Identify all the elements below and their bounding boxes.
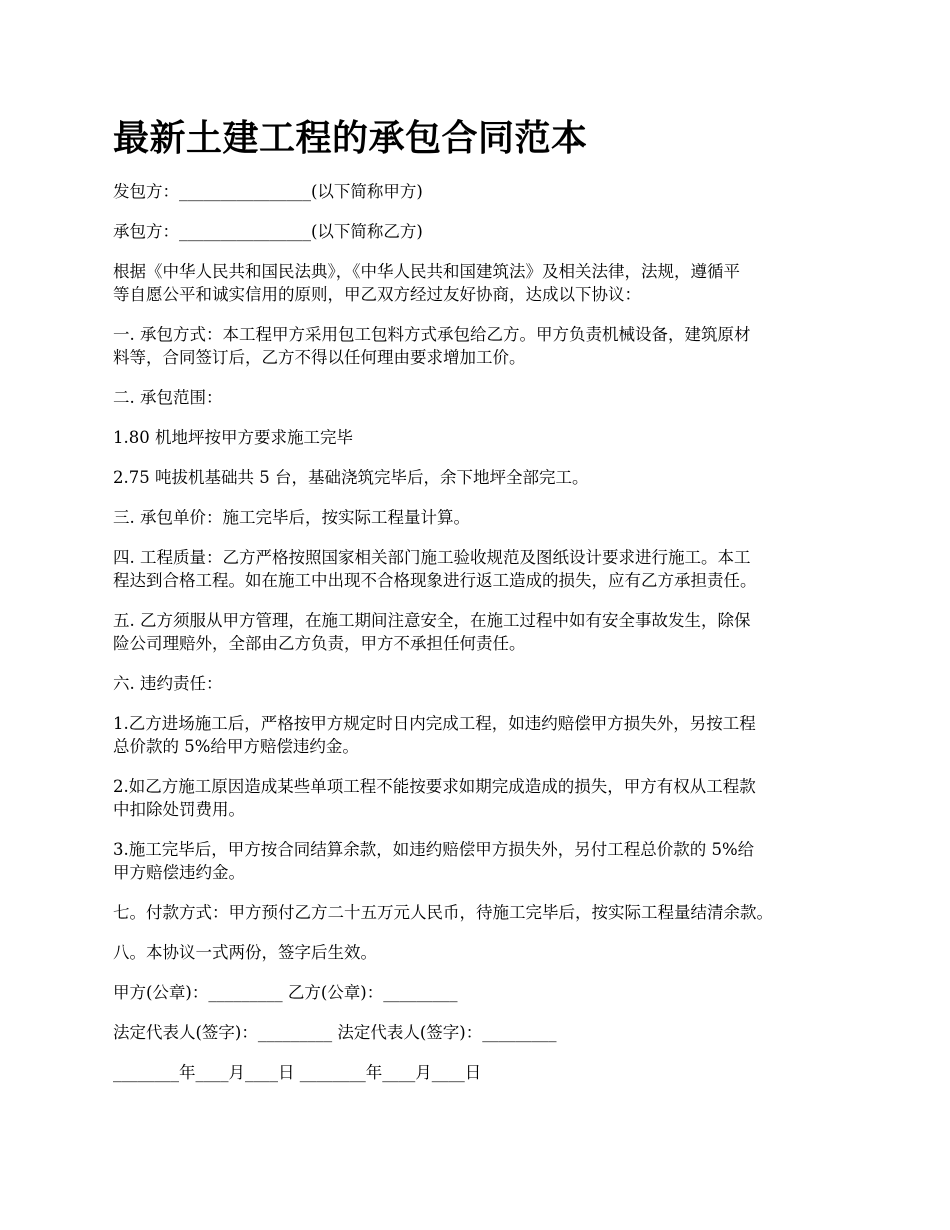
seal-line: [113, 981, 858, 1004]
party-a-line: [113, 180, 858, 203]
text-line: 五. 乙方须服从甲方管理，在施工期间注意安全，在施工过程中如有安全事故发生，除保: [113, 611, 751, 630]
text-line: 发包方：________________(以下简称甲方): [113, 182, 423, 201]
party-b-line: [113, 220, 858, 243]
liability-item-1: [113, 712, 858, 758]
text-line: 3.施工完毕后，甲方按合同结算余款，如违约赔偿甲方损失外，另付工程总价款的 5%给: [113, 840, 755, 859]
text-line: 料等，合同签订后，乙方不得以任何理由要求增加工价。: [113, 348, 526, 367]
text-line: 1.乙方进场施工后，严格按甲方规定时日内完成工程，如违约赔偿甲方损失外，另按工程: [113, 714, 756, 733]
scope-item-2: [113, 466, 858, 489]
text-line: 根据《中华人民共和国民法典》，《中华人民共和国建筑法》及相关法律，法规，遵循平: [113, 262, 740, 281]
text-line: 2.75 吨拔机基础共 5 台，基础浇筑完毕后，余下地坪全部完工。: [113, 468, 589, 487]
clause-4-quality: [113, 546, 858, 592]
text-line: 甲方赔偿违约金。: [113, 863, 245, 882]
clause-5-safety: [113, 609, 858, 655]
clause-7-payment: [113, 901, 858, 924]
text-line: 三. 承包单价：施工完毕后，按实际工程量计算。: [113, 508, 470, 527]
clause-1-contract-method: [113, 323, 858, 369]
clause-6-heading: [113, 672, 858, 695]
date-line: [113, 1061, 858, 1084]
text-line: ________年____月____日 ________年____月____日: [113, 1063, 482, 1082]
scope-item-1: [113, 426, 858, 449]
text-line: 承包方：________________(以下简称乙方): [113, 222, 423, 241]
clause-3-unit-price: [113, 506, 858, 529]
clause-8-effect: [113, 941, 858, 964]
text-line: 四. 工程质量：乙方严格按照国家相关部门施工验收规范及图纸设计要求进行施工。本工: [113, 548, 751, 567]
text-line: 中扣除处罚费用。: [113, 800, 245, 819]
text-line: 险公司理赔外，全部由乙方负责，甲方不承担任何责任。: [113, 634, 526, 653]
liability-item-3: [113, 838, 858, 884]
clause-2-heading: [113, 386, 858, 409]
document-title: 最新土建工程的承包合同范本: [113, 117, 588, 159]
text-line: 法定代表人(签字)：_________ 法定代表人(签字)：_________: [113, 1023, 557, 1042]
text-line: 六. 违约责任：: [113, 674, 223, 693]
text-line: 等自愿公平和诚实信用的原则，甲乙双方经过友好协商，达成以下协议：: [113, 285, 641, 304]
text-line: 一. 承包方式：本工程甲方采用包工包料方式承包给乙方。甲方负责机械设备，建筑原材: [113, 325, 751, 344]
text-line: 2.如乙方施工原因造成某些单项工程不能按要求如期完成造成的损失，甲方有权从工程款: [113, 777, 756, 796]
text-line: 1.80 机地坪按甲方要求施工完毕: [113, 428, 353, 447]
text-line: 甲方(公章)：_________ 乙方(公章)：_________: [113, 983, 458, 1002]
text-line: 程达到合格工程。如在施工中出现不合格现象进行返工造成的损失，应有乙方承担责任。: [113, 571, 757, 590]
preamble-paragraph: [113, 260, 858, 306]
text-line: 八。本协议一式两份，签字后生效。: [113, 943, 377, 962]
text-line: 总价款的 5%给甲方赔偿违约金。: [113, 737, 359, 756]
document-page: [113, 112, 858, 1101]
signature-line: [113, 1021, 858, 1044]
text-line: 七。付款方式：甲方预付乙方二十五万元人民币，待施工完毕后，按实际工程量结清余款。: [113, 903, 773, 922]
liability-item-2: [113, 775, 858, 821]
text-line: 二. 承包范围：: [113, 388, 223, 407]
